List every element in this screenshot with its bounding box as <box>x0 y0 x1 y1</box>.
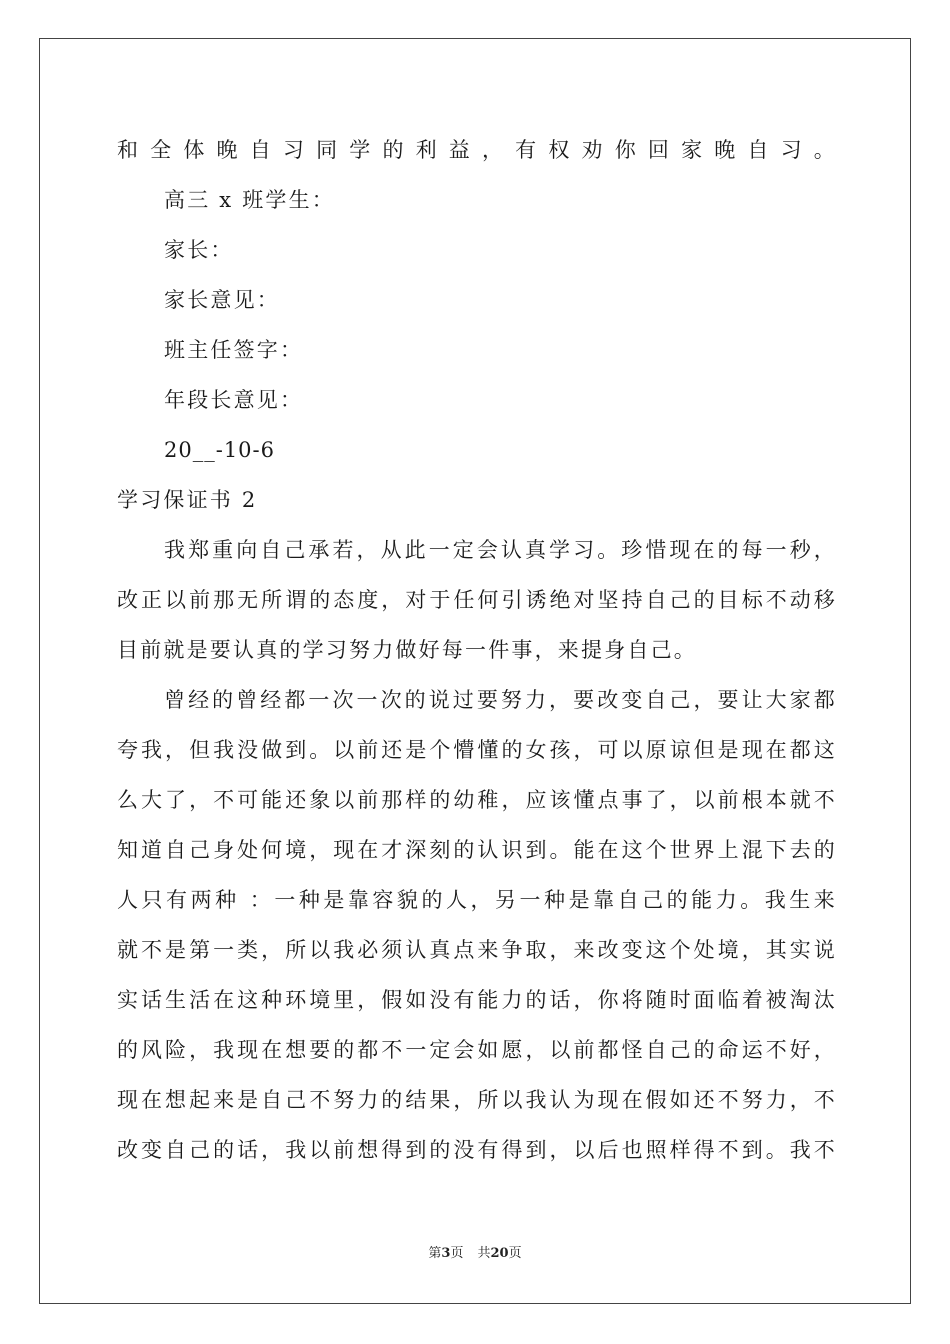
paragraph-line: 知道自己身处何境，现在才深刻的认识到。能在这个世界上混下去的 <box>117 838 837 862</box>
paragraph-line: 目前就是要认真的学习努力做好每一件事，来提身自己。 <box>117 638 697 662</box>
page-footer <box>0 1244 950 1264</box>
page-suffix: 页 <box>450 1246 464 1261</box>
paragraph-line: 改变自己的话，我以前想得到的没有得到，以后也照样得不到。我不 <box>117 1138 837 1162</box>
paragraph-line: 就不是第一类，所以我必须认真点来争取，来改变这个处境，其实说 <box>117 938 837 962</box>
paragraph-line: 曾经的曾经都一次一次的说过要努力，要改变自己，要让大家都 <box>164 688 837 712</box>
total-prefix: 共 <box>477 1246 491 1261</box>
signature-class-line: 高三 x 班学生： <box>164 188 335 212</box>
page-current: 3 <box>441 1246 451 1261</box>
signature-parent-line: 家长： <box>164 238 234 262</box>
text-line: 和全体晚自习同学的利益，有权劝你回家晚自习。 <box>117 138 837 162</box>
paragraph-line: 夸我，但我没做到。以前还是个懵懂的女孩，可以原谅但是现在都这 <box>117 738 837 762</box>
paragraph-line: 么大了，不可能还象以前那样的幼稚，应该懂点事了，以前根本就不 <box>117 788 837 812</box>
grade-head-opinion-line: 年段长意见： <box>164 388 304 412</box>
page-total: 20 <box>490 1246 509 1261</box>
paragraph-line: 我郑重向自己承若，从此一定会认真学习。珍惜现在的每一秒， <box>164 538 837 562</box>
paragraph-line: 实话生活在这种环境里，假如没有能力的话，你将随时面临着被淘汰 <box>117 988 837 1012</box>
teacher-signature-line: 班主任签字： <box>164 338 304 362</box>
paragraph-line: 的风险，我现在想要的都不一定会如愿，以前都怪自己的命运不好， <box>117 1038 837 1062</box>
total-suffix: 页 <box>508 1246 522 1261</box>
paragraph-line: 现在想起来是自己不努力的结果，所以我认为现在假如还不努力，不 <box>117 1088 837 1112</box>
section-heading: 学习保证书 2 <box>117 488 258 512</box>
parent-opinion-line: 家长意见： <box>164 288 280 312</box>
date-line: 20__-10-6 <box>164 438 275 462</box>
paragraph-line: 人只有两种 ：一种是靠容貌的人，另一种是靠自己的能力。我生来 <box>117 888 837 912</box>
paragraph-line: 改正以前那无所谓的态度，对于任何引诱绝对坚持自己的目标不动移 <box>117 588 837 612</box>
page-prefix: 第 <box>428 1246 442 1261</box>
